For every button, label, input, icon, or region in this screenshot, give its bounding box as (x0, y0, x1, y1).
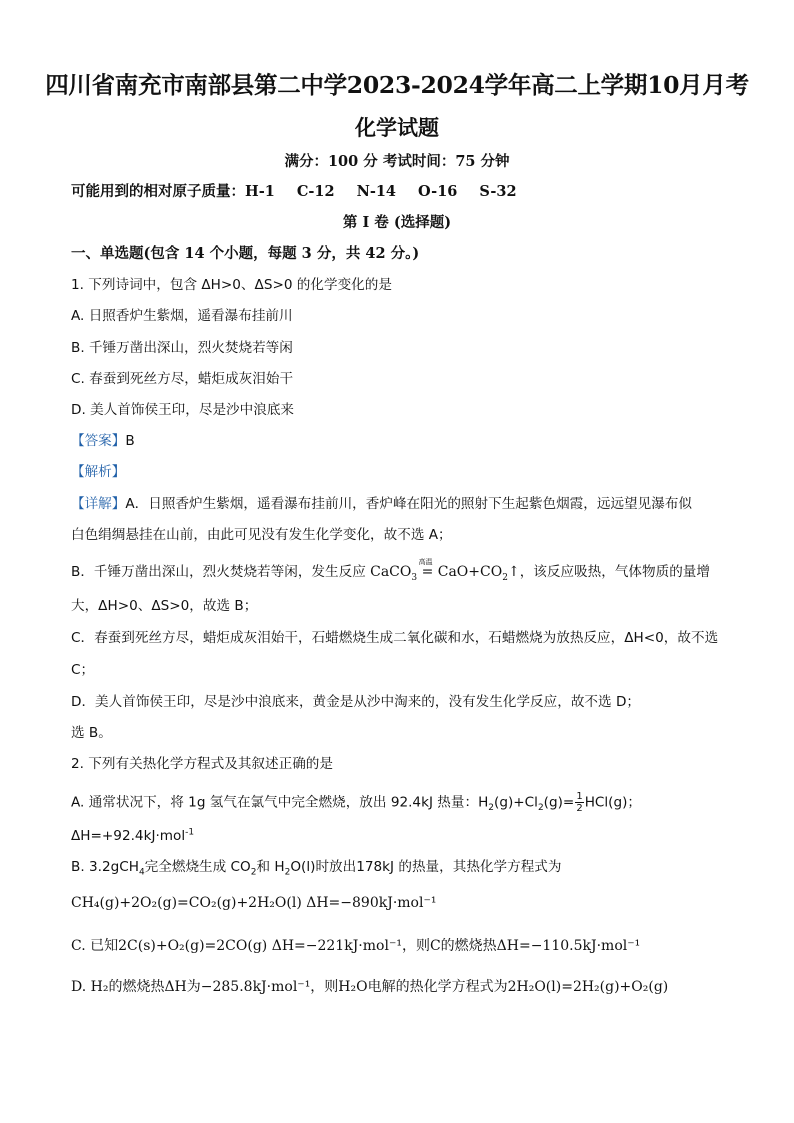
section-heading: 一、单选题(包含 14 个小题，每题 3 分，共 42 分。) (71, 245, 420, 262)
q1-option-c: C. 春蚕到死丝方尽，蜡炬成灰泪始干 (71, 371, 294, 387)
atomic-mass-line (71, 182, 731, 202)
q2-b-stem-4: O(l)时放出178kJ 的热量，其热化学方程式为 (290, 859, 562, 875)
answer-value: B (125, 433, 135, 449)
detail-c-line-2: C； (71, 662, 95, 678)
detail-d-line: D．美人首饰侯王印，尽是沙中浪底来，黄金是从沙中淘来的，没有发生化学反应，故不选 D； (71, 694, 641, 710)
q2-option-a: A. 通常状况下，将 1g 氢气在氯气中完全燃烧，放出 92.4kJ 热量：$H_2(g)+Cl_2(g)=$ $\frac{1}{2}$ HCl(g)； (71, 791, 642, 814)
q2-option-d: D. H₂的燃烧热ΔH为−285.8kJ·mol⁻¹，则H₂O电解的热化学方程式为2H₂O(l)=2H₂(g)+O₂(g) (71, 979, 669, 995)
detail-b-pre: B．千锤万凿出深山，烈火焚烧若等闲，发生反应 (71, 564, 371, 580)
q2-a-mid: (g)+Cl (494, 794, 538, 811)
detail-a-text: A．日照香炉生紫烟，遥看瀑布挂前川，香炉峰在阳光的照射下生起紫色烟霞，远远望见瀑布似 (125, 496, 693, 512)
exam-subtitle: 化学试题 (355, 115, 439, 140)
atomic-mass-h: H-1 (245, 183, 275, 200)
atomic-mass-n: N-14 (356, 183, 397, 200)
detail-b-post: ，该反应吸热，气体物质的量增 (519, 564, 710, 580)
q2-stem: 2. 下列有关热化学方程式及其叙述正确的是 (71, 756, 333, 772)
q2-a-post: HCl(g)； (584, 794, 642, 811)
q2-option-a-dh: ΔH=+92.4kJ·mol$^{-1}$ (71, 827, 195, 844)
q2-b-stem-3: 和 H (256, 859, 285, 875)
detail-line-1 (71, 494, 731, 514)
q2-a-dh: ΔH=+92.4kJ·mol (71, 828, 186, 844)
atomic-mass-label: 可能用到的相对原子质量： (71, 183, 245, 200)
q1-stem: 1. 下列诗词中，包含 ΔH>0、ΔS>0 的化学变化的是 (71, 277, 392, 293)
q2-option-c: C. 已知2C(s)+O₂(g)=2CO(g) ΔH=−221kJ·mol⁻¹，则C的燃烧热ΔH=−110.5kJ·mol⁻¹ (71, 938, 641, 954)
reactant: CaCO (370, 564, 412, 580)
detail-b-line-2: 大，ΔH>0、ΔS>0，故选 B； (71, 598, 258, 614)
q2-b-stem-1: B. 3.2gCH (71, 859, 139, 875)
volume-title: 第 I 卷 (选择题) (342, 214, 452, 231)
answer-tag: 【答案】 (71, 433, 126, 449)
q1-option-d: D. 美人首饰侯王印，尽是沙中浪底来 (71, 402, 295, 418)
q1-answer (71, 431, 731, 451)
q1-option-a: A. 日照香炉生紫烟，遥看瀑布挂前川 (71, 308, 293, 324)
q2-b-stem-2: 完全燃烧生成 CO (144, 859, 251, 875)
atomic-mass-o: O-16 (418, 183, 458, 200)
atomic-mass-s: S-32 (479, 183, 517, 200)
exam-info: 满分：100 分 考试时间：75 分钟 (284, 153, 510, 170)
condition-label: 高温 (418, 558, 433, 566)
detail-c-line-1: C．春蚕到死丝方尽，蜡炬成灰泪始干，石蜡燃烧生成二氧化碳和水，石蜡燃烧为放热反应，ΔH<0，故不选 (71, 630, 719, 646)
q2-option-b: B. 3.2gCH$_4$完全燃烧生成 $CO_2$和 $H_2O(l)$时放出178kJ 的热量，其热化学方程式为 (71, 859, 562, 878)
q1-option-b: B. 千锤万凿出深山，烈火焚烧若等闲 (71, 340, 293, 356)
reaction-condition: 高温 = (422, 562, 434, 582)
analysis-tag: 【解析】 (71, 464, 126, 480)
q2-option-b-equation: CH₄(g)+2O₂(g)=CO₂(g)+2H₂O(l) ΔH=−890kJ·mol⁻¹ (71, 895, 437, 911)
atomic-mass-c: C-12 (296, 183, 335, 200)
reaction-equation: CaCO$_3$ 高温 = $CaO+CO_2↑$ (370, 564, 520, 580)
detail-tag: 【详解】 (71, 496, 126, 512)
exam-title: 四川省南充市南部县第二中学2023-2024学年高二上学期10月月考 (45, 71, 749, 99)
q2-a-pre: A. 通常状况下，将 1g 氢气在氯气中完全燃烧，放出 92.4kJ 热量：H (71, 794, 489, 811)
conclusion: 选 B。 (71, 725, 112, 741)
products: CaO+CO (437, 564, 503, 580)
q2-a-eq: (g)= (543, 794, 575, 811)
detail-b-line-1 (71, 558, 731, 583)
fraction-half: $\frac{1}{2}$ (576, 791, 583, 814)
detail-line-2: 白色绢绸悬挂在山前，由此可见没有发生化学变化，故不选 A； (71, 527, 452, 543)
